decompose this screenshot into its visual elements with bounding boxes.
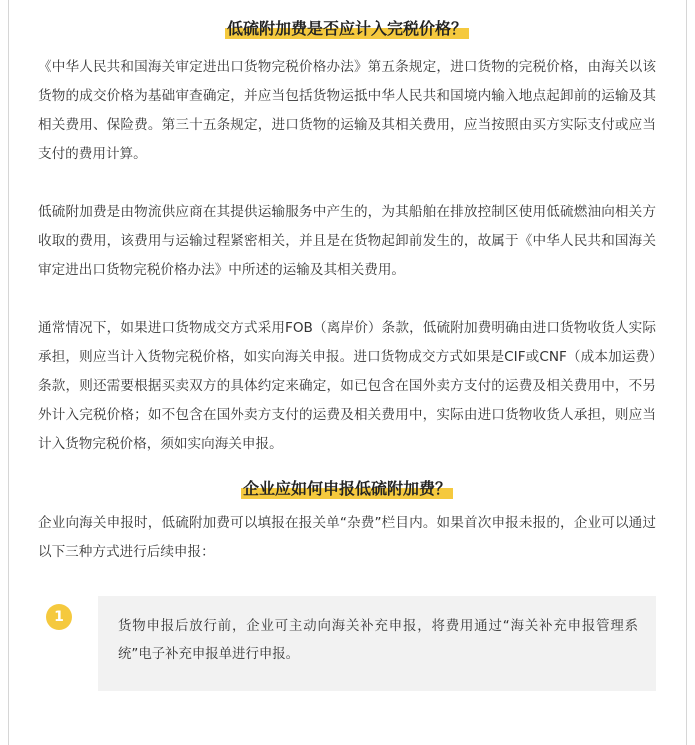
- paragraph-1: 《中华人民共和国海关审定进出口货物完税价格办法》第五条规定，进口货物的完税价格，由海关以该货物的成交价格为基础审查确定，并应当包括货物运抵中华人民共和国境内输入地点起卸前的运输及其相关费用、保险费。第三十五条规定，进口货物的运输及其相关费用，应当按照由买方实际支付或应当支付的费用计算。: [38, 59, 656, 162]
- paragraph-3: 通常情况下，如果进口货物成交方式采用FOB（离岸价）条款，低硫附加费明确由进口货物收货人实际承担，则应当计入货物完税价格，如实向海关申报。进口货物成交方式如果是CIF或CNF（成本加运费）条款，则还需要根据买卖双方的具体约定来确定，如已包含在国外卖方支付的运费及相关费用中，不另外计入完税价格；如不包含在国外卖方支付的运费及相关费用中，实际由进口货物收货人承担，则应当计入货物完税价格，须如实向海关申报。: [38, 320, 656, 452]
- article: [8, 0, 687, 745]
- spacer: [38, 169, 656, 198]
- section1-heading: 低硫附加费是否应计入完税价格？: [226, 19, 467, 38]
- section2-heading-wrap: [38, 479, 656, 499]
- spacer: [38, 285, 656, 314]
- section2-intro: 企业向海关申报时，低硫附加费可以填报在报关单“杂费”栏目内。如果首次申报未报的，企业可以通过以下三种方式进行后续申报：: [38, 515, 656, 560]
- list-item: [38, 596, 656, 691]
- paragraph-2: 低硫附加费是由物流供应商在其提供运输服务中产生的，为其船舶在排放控制区使用低硫燃油向相关方收取的费用，该费用与运输过程紧密相关，并且是在货物起卸前发生的，故属于《中华人民共和国海关审定进出口货物完税价格办法》中所述的运输及其相关费用。: [38, 204, 656, 278]
- item-box: [98, 596, 656, 691]
- item-text: 货物申报后放行前，企业可主动向海关补充申报，将费用通过“海关补充申报管理系统”电子补充申报单进行申报。: [118, 619, 638, 662]
- number-badge: 1: [46, 604, 72, 630]
- section1-heading-wrap: [38, 19, 656, 39]
- section2-heading: 企业应如何申报低硫附加费？: [242, 479, 451, 498]
